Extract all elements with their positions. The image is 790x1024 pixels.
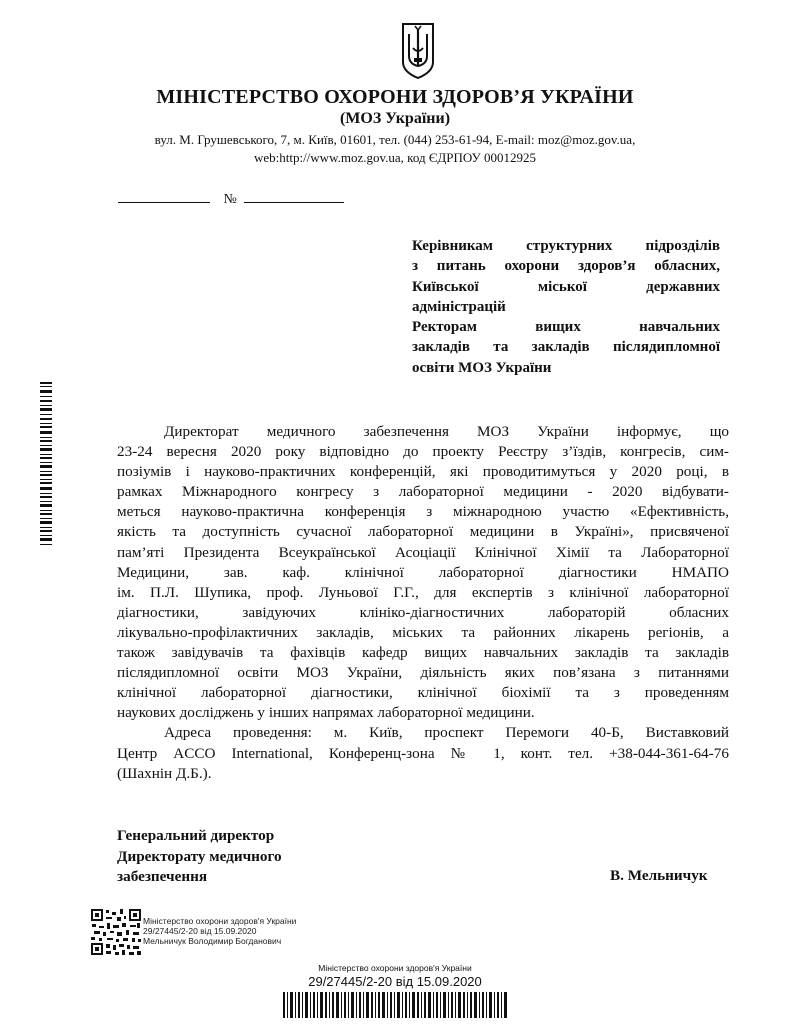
body-line: також завідувачів та фахівців кафедр вищих навчальних закладів та закладів — [117, 644, 729, 662]
addressee-line: Київської міської державних — [412, 278, 720, 295]
body-line: наукових досліджень у інших напрямах лабораторної медицини. — [117, 704, 535, 722]
addressee-line: з питань охорони здоров’я обласних, — [412, 258, 720, 275]
registration-barcode — [283, 992, 509, 1018]
reference-row — [118, 188, 344, 208]
addressee-block — [412, 236, 720, 378]
signature-title-line: Генеральний директор — [117, 827, 275, 844]
body-line: позіумів і науково-практичних конференцій, які проводитимуться у 2020 році, в — [117, 463, 729, 481]
addressee-line: Ректорам вищих навчальних — [412, 319, 720, 336]
addressee-line: закладів та закладів післядипломної — [412, 339, 720, 356]
registration-organization: Міністерство охорони здоров'я України — [318, 963, 472, 973]
ministry-short-name: (МОЗ України) — [339, 110, 451, 127]
addressee-line: адміністрацій — [412, 298, 506, 315]
number-sign: № — [223, 192, 237, 207]
ministry-address-line-2: web:http://www.moz.gov.ua, код ЄДРПОУ 00012925 — [253, 150, 537, 165]
signature-title-line: Директорату медичного — [117, 847, 282, 865]
body-line: пам’яті Президента Всеукраїнської Асоціації Клінічної Хімії та Лабораторної — [117, 543, 729, 561]
stamp-line: 29/27445/2-20 від 15.09.2020 — [143, 926, 257, 936]
number-blank — [244, 188, 344, 203]
stamp-line: Міністерство охорони здоров'я України — [143, 916, 297, 926]
ministry-address-line-1: вул. М. Грушевського, 7, м. Київ, 01601, тел. (044) 253-61-94, E-mail: moz@moz.gov.ua, — [154, 132, 636, 147]
body-line: Директорат медичного забезпечення МОЗ України інформує, що — [164, 423, 729, 440]
body-line: 23-24 вересня 2020 року відповідно до проекту Реєстру з’їздів, конгресів, сим- — [117, 443, 729, 461]
body-line: ім. П.Л. Шупика, проф. Луньової Г.Г., для експертів з клінічної лабораторної — [117, 583, 729, 601]
coat-of-arms-icon — [401, 22, 435, 80]
body-line: якість та доступність сучасної лабораторної медицини в Україні», присвяченої — [117, 523, 729, 541]
electronic-signature-stamp — [143, 916, 296, 946]
body-line: діагностики, завідуючих клініко-діагностичних лабораторій обласних — [117, 603, 729, 621]
body-line: меться науково-практична конференція з міжнародною участю «Ефективність, — [117, 503, 729, 521]
body-line: післядипломної освіти МОЗ України, діяльність яких пов’язана з питаннями — [117, 664, 729, 682]
signer-name: В. Мельничук — [610, 867, 708, 884]
ministry-title: МІНІСТЕРСТВО ОХОРОНИ ЗДОРОВ’Я УКРАЇНИ — [156, 86, 634, 108]
body-line: клінічної лабораторної діагностики, клінічної біохімії та з проведенням — [117, 684, 729, 702]
body-line: рамках Міжнародного конгресу з лабораторної медицини - 2020 відбувати- — [117, 483, 729, 501]
signature-title-line: забезпечення — [117, 868, 208, 885]
signature-title — [117, 826, 282, 888]
body-line: (Шахнін Д.Б.). — [117, 764, 212, 782]
qr-code — [90, 908, 142, 956]
date-blank — [118, 188, 210, 203]
body-line: Центр ACCO International, Конференц-зона № 1, конт. тел. +38-044-361-64-76 — [117, 744, 729, 762]
body-line: лікувально-профілактичних закладів, міських та районних лікарень регіонів, а — [117, 623, 729, 641]
body-line: Адреса проведення: м. Київ, проспект Перемоги 40-Б, Виставковий — [164, 724, 729, 742]
addressee-line: освіти МОЗ України — [412, 359, 552, 376]
addressee-line: Керівникам структурних підрозділів — [412, 238, 720, 254]
side-barcode-stamp — [36, 378, 56, 548]
letter-body — [117, 422, 729, 784]
registration-number: 29/27445/2-20 від 15.09.2020 — [308, 974, 482, 989]
stamp-line: Мельничук Володимир Богданович — [143, 936, 282, 946]
body-line: Медицини, зав. каф. клінічної лабораторної діагностики НМАПО — [117, 563, 729, 581]
